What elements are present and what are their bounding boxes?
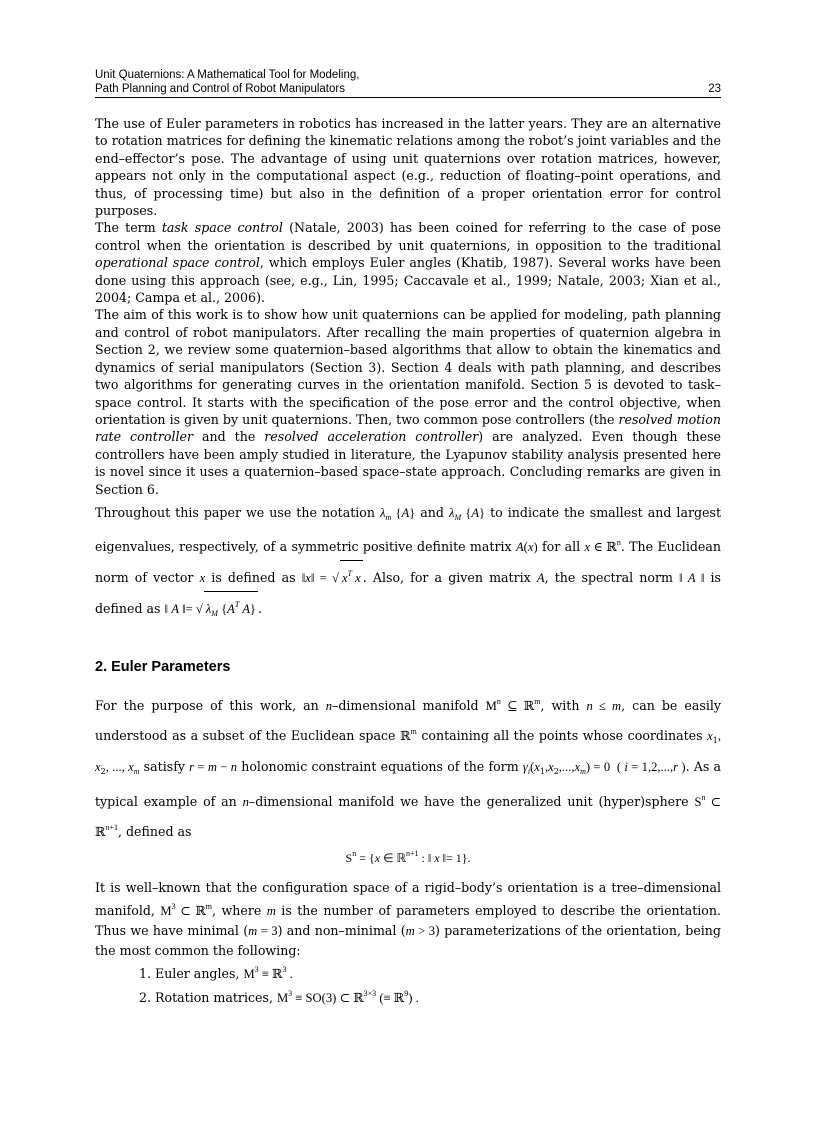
parameterization-list <box>95 960 721 1008</box>
section-heading: 2. Euler Parameters <box>95 659 231 675</box>
list-item: 1. Euler angles, $M^3$ ≡ ℝ$^3$ . <box>155 960 721 984</box>
list-item: 2. Rotation matrices, $M^3 \equiv SO(3)$ ⊂ ℝ$^{3\times 3}$ (≡ ℝ$^9$) . <box>155 984 721 1008</box>
header-rule <box>95 97 721 98</box>
header-title-line2: Path Planning and Control of Robot Manipulators <box>95 83 345 95</box>
intro-body <box>95 115 721 626</box>
section2-body <box>95 689 721 1008</box>
paragraph-3: The aim of this work is to show how unit quaternions can be applied for modeling, path planning and control of robot manipulators. After recalling the main properties of quaternion algebra in Section 2, we review some quaternion–based algorithms that allow to obtain the kinematics and dynamics of serial manipulators (Section 3). Section 4 deals with path planning, and describes two algorithms for generating curves in the orientation manifold. Section 5 is devoted to task–space control. It starts with the specification of the pose error and the control objective, when orientation is given by unit quaternions. Then, two common pose controllers (the resolved motion rate controller and the resolved acceleration controller) are analyzed. Even though these controllers have been amply studied in literature, the Lyapunov stability analysis presented here is novel since it uses a quaternion–based space–state approach. Concluding remarks are given in Section 6. <box>95 307 722 497</box>
paragraph-4: Throughout this paper we use the notation $\lambda_m$ {A} and $\lambda_M$ {A} to indicate the smallest and largest eigenvalues, respectively, of a symmetric positive definite matrix A(x) for all x ∈ ℝ$^n$. The Euclidean norm of vector x is defined as ‖x‖ = √ $x^T$ x . Also, for a given matrix A, the spectral norm ‖ A ‖ is defined as ‖ A ‖= √ $\lambda_M$ {$A^T$ A} . <box>95 500 721 626</box>
running-header <box>95 68 721 96</box>
page-number: 23 <box>708 83 721 95</box>
paragraph-2: The term task space control (Natale, 2003) has been coined for referring to the case of pose control when the orientation is described by unit quaternions, in opposition to the traditional operational space control, which employs Euler angles (Khatib, 1987). Several works have been done using this approach (see, e.g., Lin, 1995; Caccavale et al., 1999; Natale, 2003; Xian et al., 2004; Campa et al., 2006). <box>95 220 721 306</box>
s2-paragraph-2: It is well–known that the configuration space of a rigid–body’s orientation is a tree–dimensional manifold, $M^3$ ⊂ ℝ$^m$, where m is the number of parameters employed to describe the orientation. Thus we have minimal (m = 3) and non–minimal (m > 3) parameterizations of the orientation, being the most common the following: <box>95 880 721 958</box>
paragraph-1: The use of Euler parameters in robotics has increased in the latter years. They are an alternative to rotation matrices for defining the kinematic relations among the robot’s joint variables and the end–effector’s pose. The advantage of using unit quaternions over rotation matrices, however, appears not only in the computational aspect (e.g., reduction of floating–point operations, and thus, of processing time) but also in the definition of a proper orientation error for control purposes. <box>95 116 721 219</box>
s2-paragraph-1: For the purpose of this work, an n–dimensional manifold $M^n$ ⊆ ℝ$^m$, with n ≤ m, can be easily understood as a subset of the Euclidean space ℝ$^m$ containing all the points whose coordinates $x_1$, $x_2$, ..., $x_m$ satisfy r = m − n holonomic constraint equations of the form $\gamma_i(x_1,x_2,...,x_m) = 0$ ( i = 1,2,...,r ). As a typical example of an n–dimensional manifold we have the generalized unit (hyper)sphere $S^n$ ⊂ ℝ$^{n+1}$, defined as <box>95 697 722 839</box>
header-title-line1: Unit Quaternions: A Mathematical Tool for Modeling, <box>95 69 360 81</box>
sphere-equation: $S^n = \{x$ ∈ ℝ$^{n+1}$ : ‖ x ‖= 1}. <box>345 849 471 865</box>
